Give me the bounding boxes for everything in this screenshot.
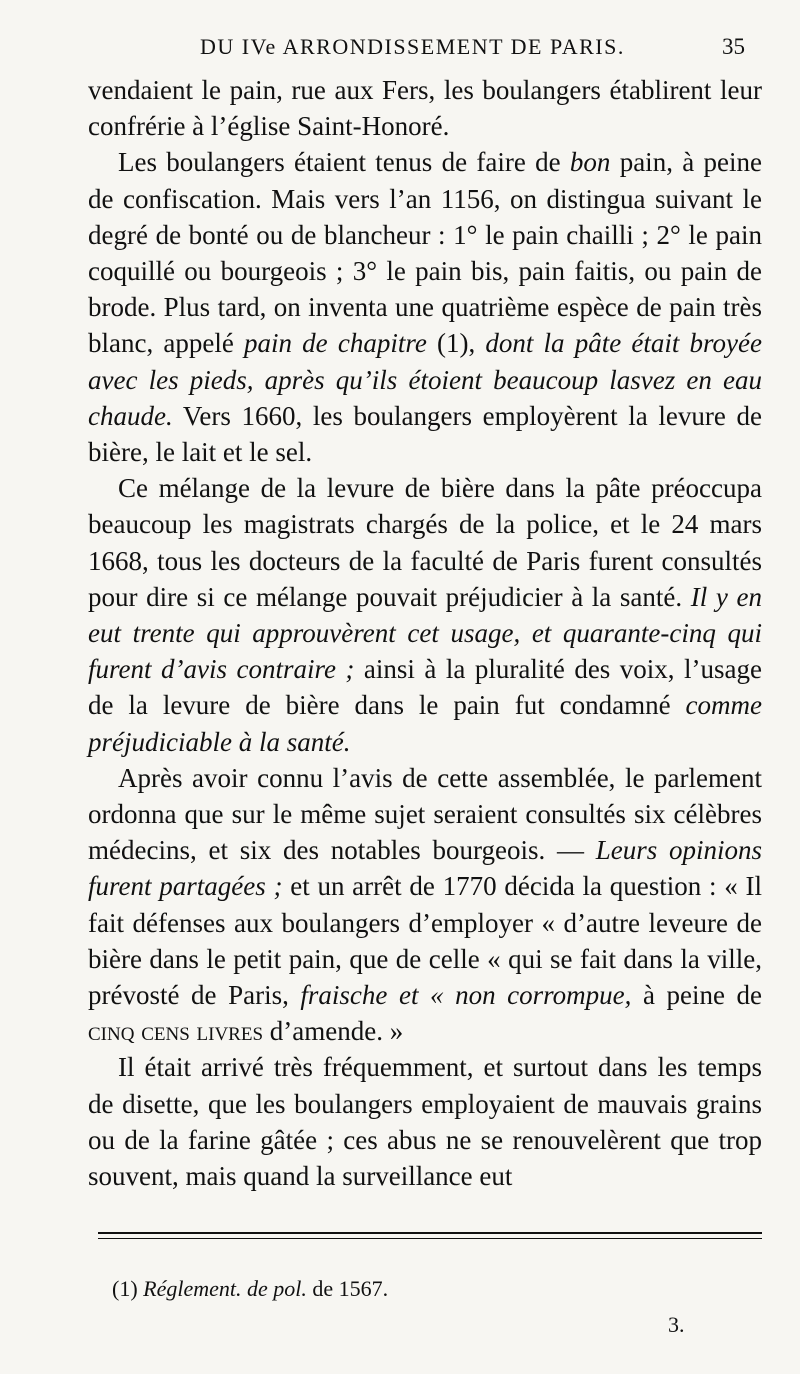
footnote	[112, 1276, 388, 1302]
text-run: à peine de	[631, 980, 763, 1011]
footnote-marker: (1)	[112, 1276, 138, 1301]
footnote-italic: Réglement. de pol.	[143, 1276, 307, 1301]
footnote-rule-thin	[98, 1238, 762, 1239]
paragraph-bad-grains	[88, 1049, 762, 1194]
page-header	[0, 30, 800, 70]
text-run: Il était arrivé très fréquemment, et surtout dans les temps de disette, que les boulangers employaient de mauvais grains ou de la farine gâtée ; ces abus ne se renouvelèrent que trop souvent, mais quand la surveillance eut	[88, 1052, 762, 1192]
italic-run: comme préjudiciable à la santé.	[88, 690, 762, 757]
text-run: Les boulangers étaient tenus de faire de	[118, 147, 570, 178]
italic-run: pain de chapitre	[244, 328, 427, 359]
text-run: d’amende. »	[263, 1016, 404, 1047]
italic-run: bon	[569, 147, 611, 178]
paragraph-continued	[88, 72, 762, 144]
text-run: pain, à peine de confiscation. Mais vers l’an 1156, on distingua suivant le degré de bonté ou de blancheur : 1° le pain chailli ; 2° le pain coquillé ou bourgeois ; 3° le pain bis, pain faitis, ou pain de brode. Plus tard, on inventa une quatrième espèce de pain très blanc, appelé	[88, 147, 762, 359]
paragraph-yeast	[88, 470, 762, 760]
signature-mark: 3.	[668, 1312, 685, 1337]
italic-run: fraische et « non corrompue,	[300, 980, 632, 1011]
footnote-text: de 1567.	[306, 1276, 389, 1301]
text-run: ainsi à la pluralité des voix, l’usage de la levure de bière dans le pain fut condamné	[88, 654, 763, 721]
text-run: Ce mélange de la levure de bière dans la pâte préoccupa beaucoup les magistrats chargés de la police, et le 24 mars 1668, tous les docteurs de la faculté de Paris furent consultés pour dire si ce mélange pouvait préjudicier à la santé.	[88, 473, 762, 612]
page-number: 35	[722, 34, 745, 59]
body-text	[88, 72, 762, 1194]
small-caps-run: cinq cens livres	[88, 1016, 264, 1047]
footnote-reference: (1),	[426, 328, 486, 359]
italic-run: dont la pâte était broyée avec les pieds, après qu’ils étoient beaucoup lasvez en eau chaude.	[88, 328, 762, 431]
text-run: Vers 1660, les boulangers employèrent la levure de bière, le lait et le sel.	[88, 400, 762, 468]
italic-run: Leurs opinions furent partagées ;	[88, 835, 762, 902]
text-run: et un arrêt de 1770 décida la question : « Il fait défenses aux boulangers d’employer « d’autre leveure de bière dans le petit pain, que de celle « qui se fait dans la ville, prévosté de Paris,	[88, 871, 763, 1011]
paragraph-parliament	[88, 760, 762, 1050]
text-run: Après avoir connu l’avis de cette assemblée, le parlement ordonna que sur le même sujet seraient consultés six célèbres médecins, et six des notables bourgeois. —	[88, 762, 762, 866]
footnote-rule	[98, 1232, 762, 1234]
running-title: DU IVe ARRONDISSEMENT DE PARIS.	[200, 34, 625, 59]
text-run: vendaient le pain, rue aux Fers, les boulangers établirent leur confrérie à l’église Saint-Honoré.	[88, 75, 762, 142]
italic-run: Il y en eut trente qui approuvèrent cet usage, et quarante-cinq qui furent d’avis contraire ;	[88, 581, 762, 685]
paragraph-bread-types	[88, 144, 762, 470]
